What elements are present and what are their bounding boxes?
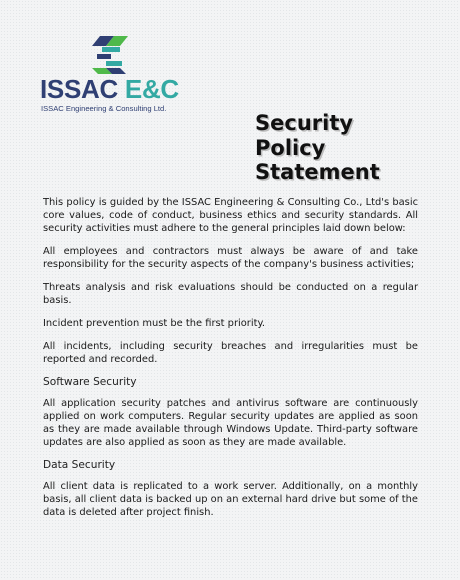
title-line-1: Security xyxy=(255,111,354,135)
logo-name-part1: ISSAC xyxy=(40,74,118,104)
data-security-text: All client data is replicated to a work server. Additionally, on a monthly basis, all client data is backed up on an external hard drive but some of the data is deleted after project finish. xyxy=(43,481,418,518)
principle-risk-analysis: Threats analysis and risk evaluations should be conducted on a regular basis. xyxy=(43,282,418,306)
logo-wordmark xyxy=(40,76,190,102)
intro-paragraph: This policy is guided by the ISSAC Engineering & Consulting Co., Ltd's basic core values, code of conduct, business ethics and security standards. All security activities must adhere to the general principles laid down below: xyxy=(43,197,418,234)
logo-name-part2: E&C xyxy=(124,74,179,104)
principle-prevention: Incident prevention must be the first priority. xyxy=(43,318,266,329)
logo-subtitle: ISSAC Engineering & Consulting Ltd. xyxy=(41,104,167,113)
company-logo xyxy=(40,30,190,113)
page-title xyxy=(255,111,415,185)
logo-mark-icon xyxy=(92,34,128,74)
principle-reporting: All incidents, including security breaches and irregularities must be reported and recorded. xyxy=(43,341,418,365)
title-line-3: Statement xyxy=(255,160,380,184)
principle-awareness: All employees and contractors must always be aware of and take responsibility for the security aspects of the company's business activities; xyxy=(43,246,418,270)
title-line-2: Policy xyxy=(255,135,326,160)
policy-body xyxy=(43,196,418,529)
data-security-heading: Data Security xyxy=(43,459,116,471)
software-security-heading: Software Security xyxy=(43,376,137,388)
software-security-text: All application security patches and antivirus software are continuously applied on work computers. Regular security updates are applied as soon as they are made available through Windows Update. Third-party software updates are also applied as soon as they are made available. xyxy=(43,398,418,448)
